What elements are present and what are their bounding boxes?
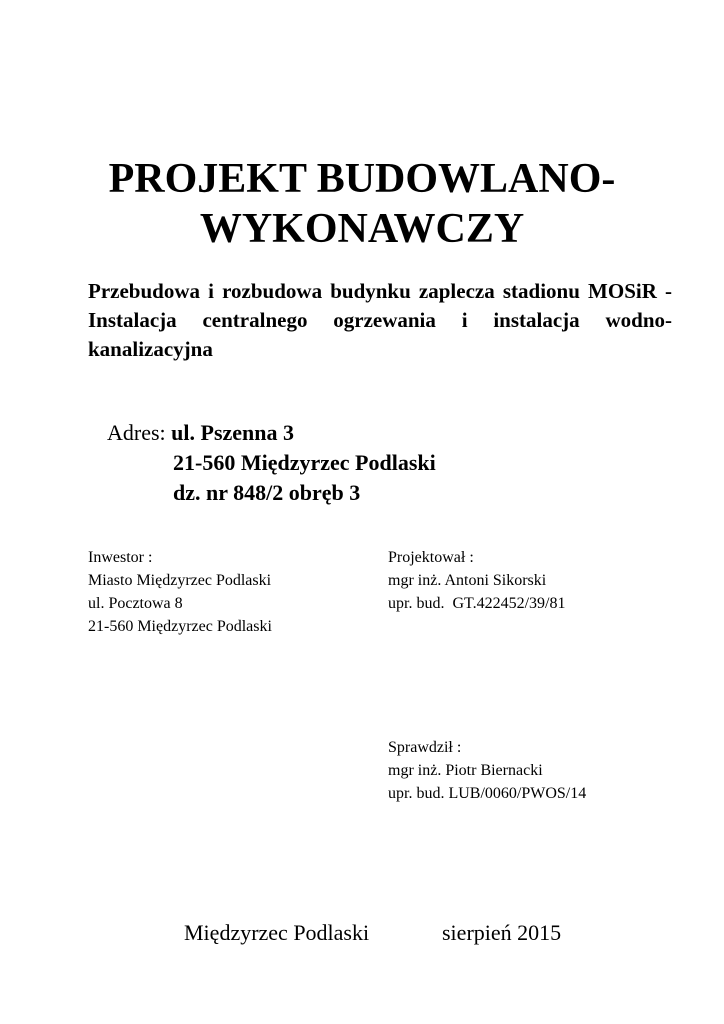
designer-name: mgr inż. Antoni Sikorski: [388, 572, 547, 589]
checker-name: mgr inż. Piotr Biernacki: [388, 762, 543, 779]
checker-license: upr. bud. LUB/0060/PWOS/14: [388, 785, 587, 802]
address-label: Adres:: [107, 420, 166, 445]
footer-date: sierpień 2015: [442, 920, 562, 945]
document-title-line-2: WYKONAWCZY: [199, 206, 525, 252]
investor-heading: Inwestor :: [88, 549, 153, 566]
address-block: [107, 418, 436, 508]
address-city: 21-560 Międzyrzec Podlaski: [173, 450, 436, 475]
footer-place: Międzyrzec Podlaski: [184, 920, 370, 945]
checker-block: [388, 736, 586, 805]
address-parcel: dz. nr 848/2 obręb 3: [173, 480, 361, 505]
checker-heading: Sprawdził :: [388, 739, 462, 756]
address-row-street: [107, 418, 436, 448]
project-subtitle: Przebudowa i rozbudowa budynku zaplecza stadionu MOSiR - Instalacja centralnego ogrzewania i instalacja wodno-kanalizacyjna: [88, 279, 672, 361]
document-title-line-1: PROJEKT BUDOWLANO-: [108, 156, 616, 202]
investor-name: Miasto Międzyrzec Podlaski: [88, 572, 272, 589]
investor-street: ul. Pocztowa 8: [88, 595, 183, 612]
address-street: ul. Pszenna 3: [171, 420, 295, 445]
designer-block: [388, 546, 565, 615]
designer-license: upr. bud. GT.422452/39/81: [388, 595, 566, 612]
investor-block: [88, 546, 272, 638]
investor-city: 21-560 Międzyrzec Podlaski: [88, 618, 272, 635]
designer-heading: Projektował :: [388, 549, 474, 566]
